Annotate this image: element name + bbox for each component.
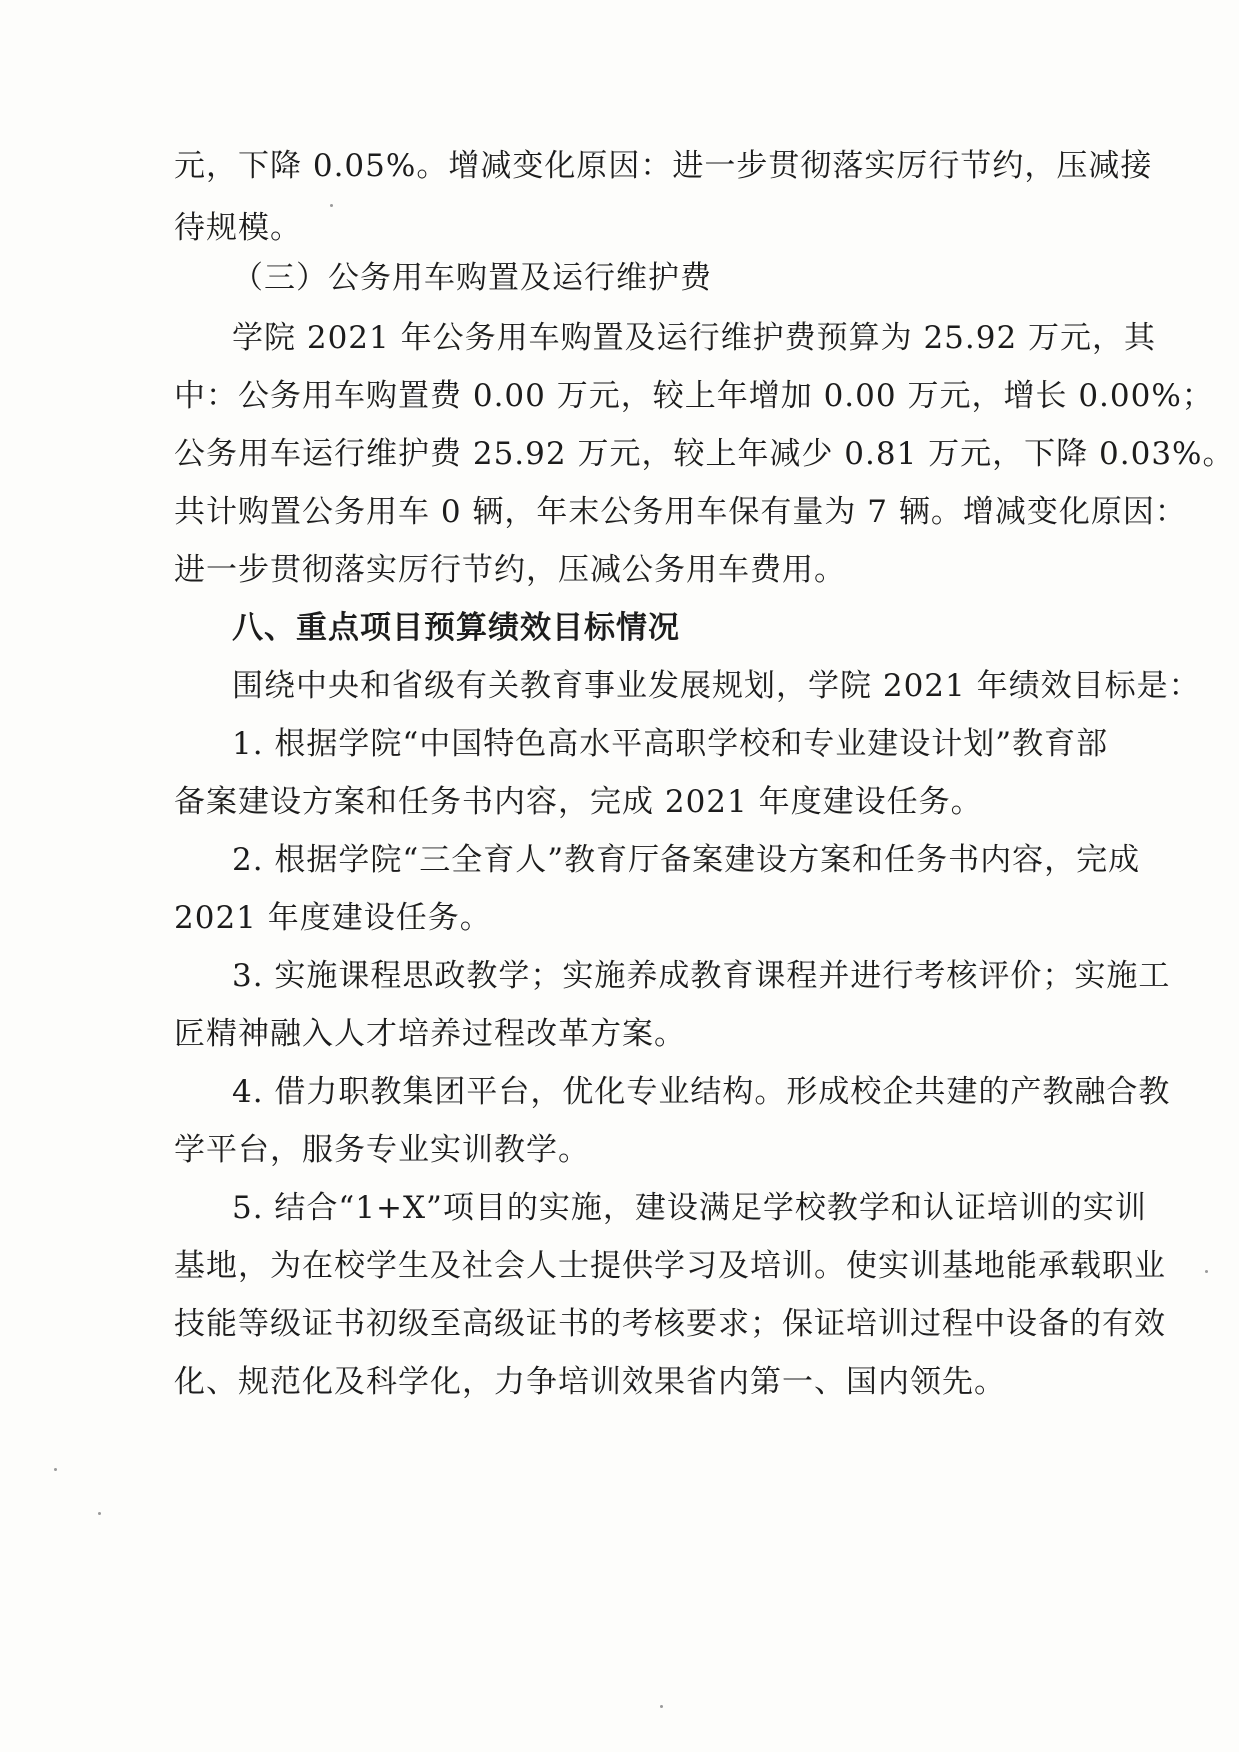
- list-item-line: 2. 根据学院“三全育人”教育厅备案建设方案和任务书内容，完成: [232, 842, 1141, 878]
- scan-speck: [660, 1705, 663, 1708]
- list-item-line: 备案建设方案和任务书内容，完成 2021 年度建设任务。: [174, 784, 983, 820]
- scan-speck: [1205, 1270, 1208, 1273]
- paragraph-line: 学院 2021 年公务用车购置及运行维护费预算为 25.92 万元，其: [232, 320, 1157, 356]
- list-item-line: 匠精神融入人才培养过程改革方案。: [174, 1016, 686, 1052]
- paragraph-line: 共计购置公务用车 0 辆，年末公务用车保有量为 7 辆。增减变化原因：: [174, 494, 1187, 530]
- scan-speck: [54, 1468, 57, 1471]
- list-item-line: 3. 实施课程思政教学；实施养成教育课程并进行考核评价；实施工: [232, 958, 1171, 994]
- list-item-line: 2021 年度建设任务。: [174, 900, 492, 936]
- paragraph-line: 中：公务用车购置费 0.00 万元，较上年增加 0.00 万元，增长 0.00%；: [174, 378, 1214, 414]
- list-item-line: 基地，为在校学生及社会人士提供学习及培训。使实训基地能承载职业: [174, 1248, 1166, 1284]
- paragraph-line: 公务用车运行维护费 25.92 万元，较上年减少 0.81 万元，下降 0.03%。: [174, 436, 1235, 472]
- scan-speck: [98, 1512, 101, 1515]
- list-item-line: 1. 根据学院“中国特色高水平高职学校和专业建设计划”教育部: [232, 726, 1109, 762]
- paragraph-line: 围绕中央和省级有关教育事业发展规划，学院 2021 年绩效目标是：: [232, 668, 1201, 704]
- list-item-line: 4. 借力职教集团平台，优化专业结构。形成校企共建的产教融合教: [232, 1074, 1171, 1110]
- list-item-line: 化、规范化及科学化，力争培训效果省内第一、国内领先。: [174, 1364, 1006, 1400]
- scan-speck: [330, 204, 333, 207]
- paragraph-line: 进一步贯彻落实厉行节约，压减公务用车费用。: [174, 552, 846, 588]
- list-item-line: 学平台，服务专业实训教学。: [174, 1132, 590, 1168]
- paragraph-line: 元，下降 0.05%。增减变化原因：进一步贯彻落实厉行节约，压减接: [174, 148, 1153, 184]
- section-heading-bold: 八、重点项目预算绩效目标情况: [232, 610, 680, 646]
- list-item-line: 技能等级证书初级至高级证书的考核要求；保证培训过程中设备的有效: [174, 1306, 1166, 1342]
- paragraph-line: 待规模。: [174, 210, 302, 246]
- section-heading: （三）公务用车购置及运行维护费: [232, 260, 712, 296]
- list-item-line: 5. 结合“1+X”项目的实施，建设满足学校教学和认证培训的实训: [232, 1190, 1147, 1226]
